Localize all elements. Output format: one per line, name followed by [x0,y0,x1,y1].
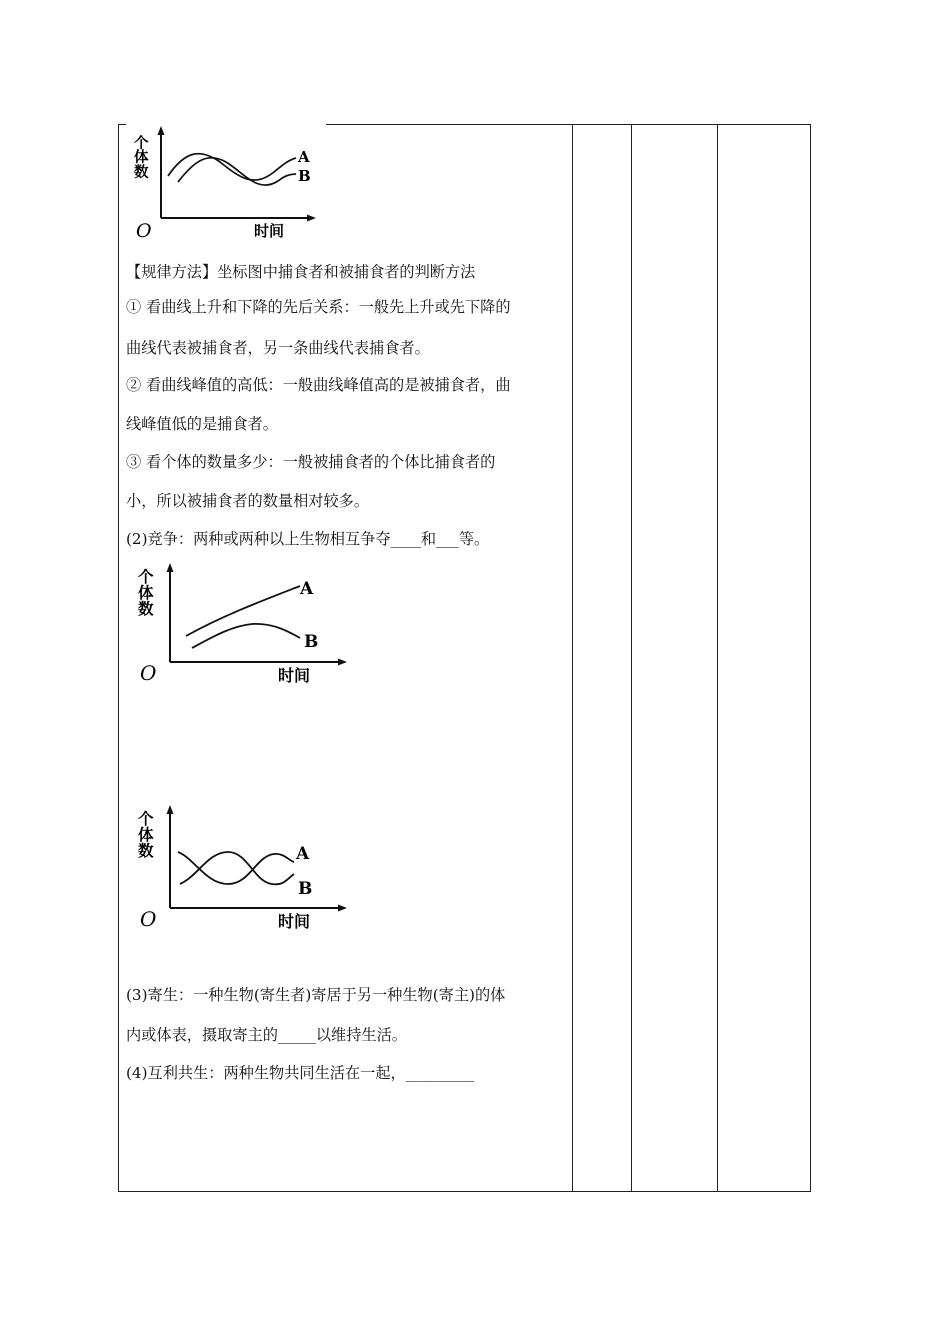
mutualism-text: (4)互利共生：两种生物共同生活在一起，_________ [126,1064,475,1082]
series-label-b: B [298,167,311,185]
rule-3-line-1: ③ 看个体的数量多少：一般被捕食者的个体比捕食者的 [126,453,496,471]
table-column-divider-3 [717,124,718,1191]
series-label-a: A [296,844,310,864]
y-axis-label-char: 体 [138,584,154,602]
table-top-border [326,124,811,125]
origin-label: O [140,661,157,685]
origin-label: O [140,907,157,930]
rule-3-line-2: 小，所以被捕食者的数量相对较多。 [126,492,369,510]
table-column-divider-1 [572,124,573,1191]
origin-label: O [136,220,152,238]
table-top-border-left-stub [118,124,126,125]
parasitism-graph [134,802,356,930]
x-axis-label: 时间 [278,666,311,685]
table-bottom-border [118,1191,811,1192]
rule-1-line-1: ① 看曲线上升和下降的先后关系：一般先上升或先下降的 [126,298,511,316]
rule-2-line-1: ② 看曲线峰值的高低：一般曲线峰值高的是被捕食者，曲 [126,376,511,394]
parasitism-line-1: (3)寄生：一种生物(寄生者)寄居于另一种生物(寄主)的体 [126,986,506,1004]
series-label-a: A [300,579,314,599]
y-axis-label-char: 个 [138,810,154,828]
parasitism-line-2: 内或体表，摄取寄主的_____以维持生活。 [126,1026,407,1044]
y-axis-label-char: 体 [138,826,154,844]
table-left-border [118,124,119,1191]
y-axis-label-char: 数 [138,600,154,618]
series-label-a: A [298,148,310,166]
series-label-b: B [298,879,313,899]
table-column-divider-2 [631,124,632,1191]
rule-1-line-2: 曲线代表被捕食者，另一条曲线代表捕食者。 [126,339,430,357]
y-axis-label-char: 体 [134,150,149,166]
x-axis-label: 时间 [254,222,285,238]
predation-graph [130,126,330,238]
y-axis-label-char: 数 [138,842,154,860]
table-right-border [810,124,811,1191]
y-axis-label-char: 个 [138,568,154,586]
series-label-b: B [304,632,319,652]
x-axis-label: 时间 [278,912,311,930]
competition-graph [134,560,356,688]
competition-text: (2)竞争：两种或两种以上生物相互争夺____和___等。 [126,530,490,548]
method-title: 【规律方法】坐标图中捕食者和被捕食者的判断方法 [126,263,476,281]
y-axis-label-char: 数 [134,165,149,181]
y-axis-label-char: 个 [134,136,149,152]
rule-2-line-2: 线峰值低的是捕食者。 [126,415,278,433]
